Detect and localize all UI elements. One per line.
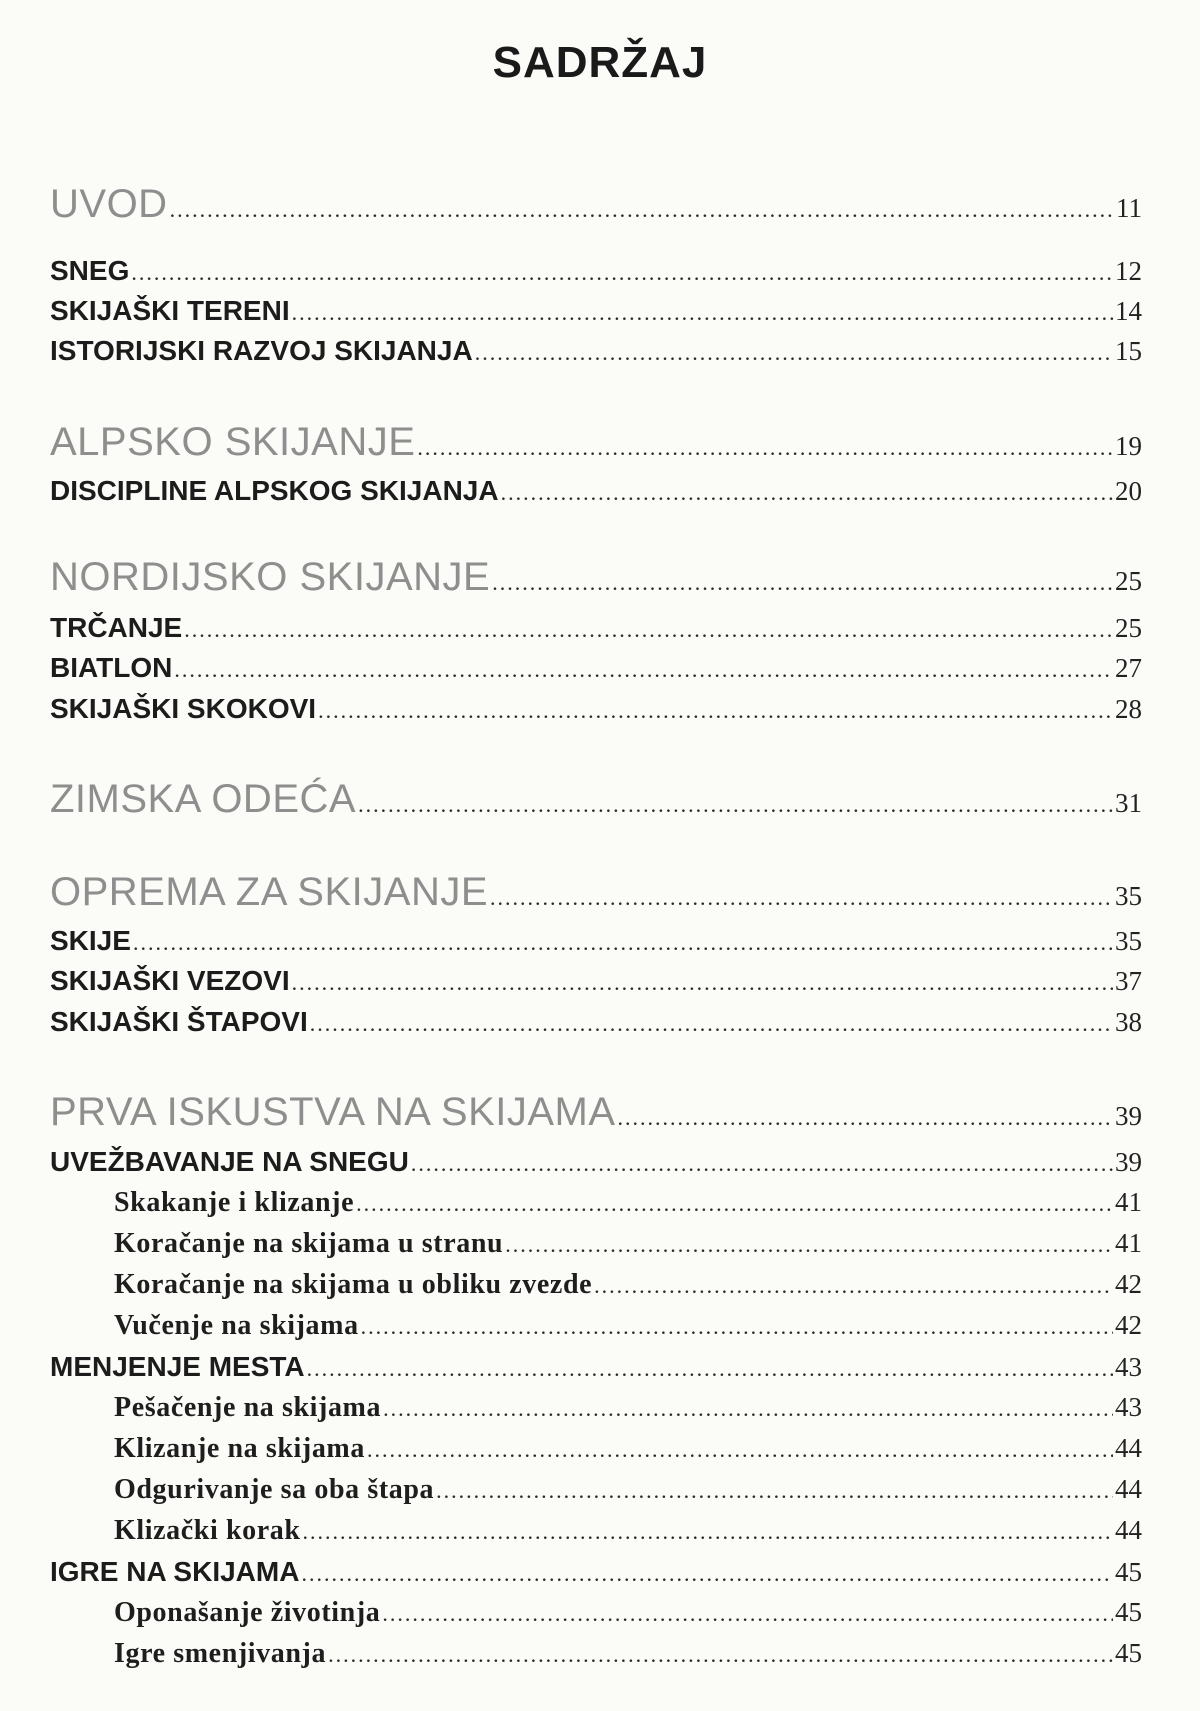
toc-entry-label: ZIMSKA ODEĆA xyxy=(50,777,357,821)
dot-leader xyxy=(356,1191,1113,1217)
dot-leader xyxy=(133,930,1113,956)
dot-leader xyxy=(174,657,1113,683)
toc-entry[interactable] xyxy=(114,1638,1142,1670)
toc-entry-page: 25 xyxy=(1115,566,1142,596)
toc-entry-page: 44 xyxy=(1115,1433,1142,1463)
toc-entry[interactable] xyxy=(114,1597,1142,1629)
toc-entry-label: SKIJAŠKI TERENI xyxy=(50,295,290,326)
toc-entry[interactable] xyxy=(50,555,1142,600)
dot-leader xyxy=(358,792,1113,818)
dot-leader xyxy=(490,885,1113,911)
toc-entry-label: DISCIPLINE ALPSKOG SKIJANJA xyxy=(50,475,499,506)
toc-entry[interactable] xyxy=(114,1515,1142,1547)
toc-entry-label: UVOD xyxy=(50,182,168,226)
toc-entry-label: Koračanje na skijama u obliku zvezde xyxy=(114,1269,593,1300)
toc-entry-page: 44 xyxy=(1115,1474,1142,1504)
toc-entry-label: SKIJE xyxy=(50,925,131,956)
dot-leader xyxy=(310,1011,1113,1037)
toc-entry[interactable] xyxy=(50,777,1142,822)
toc-entry-label: NORDIJSKO SKIJANJE xyxy=(50,555,491,599)
dot-leader xyxy=(492,570,1113,596)
toc-entry[interactable] xyxy=(50,335,1142,367)
toc-entry-page: 42 xyxy=(1115,1310,1142,1340)
toc-entry-label: Odgurivanje sa oba štapa xyxy=(114,1474,435,1505)
toc-entry-label: Oponašanje životinja xyxy=(114,1597,381,1628)
toc-entry-page: 15 xyxy=(1115,336,1142,366)
toc-entry-label: PRVA ISKUSTVA NA SKIJAMA xyxy=(50,1090,616,1134)
toc-entry[interactable] xyxy=(114,1392,1142,1424)
toc-entry-page: 41 xyxy=(1115,1228,1142,1258)
toc-entry[interactable] xyxy=(50,1090,1142,1135)
dot-leader xyxy=(618,1105,1113,1131)
toc-entry-page: 37 xyxy=(1115,966,1142,996)
toc-entry[interactable] xyxy=(50,1351,1142,1383)
toc-entry-page: 31 xyxy=(1115,788,1142,818)
toc-entry-page: 41 xyxy=(1115,1187,1142,1217)
toc-entry[interactable] xyxy=(50,965,1142,997)
toc-entry[interactable] xyxy=(50,925,1142,957)
toc-entry-label: SNEG xyxy=(50,255,130,286)
toc-entry-label: Koračanje na skijama u stranu xyxy=(114,1228,504,1259)
dot-leader xyxy=(318,698,1113,724)
toc-entry-page: 45 xyxy=(1115,1597,1142,1627)
toc-entry[interactable] xyxy=(50,475,1142,507)
toc-entry[interactable] xyxy=(114,1310,1142,1342)
toc-entry[interactable] xyxy=(50,870,1142,915)
toc-entry-page: 19 xyxy=(1115,431,1142,461)
toc-entry-label: Klizanje na skijama xyxy=(114,1433,365,1464)
dot-leader xyxy=(436,1478,1113,1504)
toc-entry[interactable] xyxy=(114,1228,1142,1260)
toc-entry-page: 38 xyxy=(1115,1007,1142,1037)
toc-entry-page: 12 xyxy=(1115,256,1142,286)
toc-entry-page: 45 xyxy=(1115,1638,1142,1668)
toc-entry-label: SKIJAŠKI SKOKOVI xyxy=(50,693,317,724)
page-title: SADRŽAJ xyxy=(492,38,708,87)
toc-entry-page: 28 xyxy=(1115,694,1142,724)
toc-entry-page: 14 xyxy=(1115,296,1142,326)
toc-entry-label: SKIJAŠKI VEZOVI xyxy=(50,965,290,996)
dot-leader xyxy=(367,1437,1113,1463)
toc-entry-label: BIATLON xyxy=(50,652,173,683)
dot-leader xyxy=(411,1151,1113,1177)
toc-entry-page: 44 xyxy=(1115,1515,1142,1545)
toc-entry[interactable] xyxy=(50,255,1142,287)
toc-entry-label: ALPSKO SKIJANJE xyxy=(50,420,416,464)
toc-entry-label: IGRE NA SKIJAMA xyxy=(50,1556,300,1587)
toc-entry-page: 42 xyxy=(1115,1269,1142,1299)
toc-entry[interactable] xyxy=(114,1269,1142,1301)
dot-leader xyxy=(307,1356,1113,1382)
toc-entry-label: Skakanje i klizanje xyxy=(114,1187,355,1218)
dot-leader xyxy=(505,1232,1113,1258)
toc-entry-label: Vučenje na skijama xyxy=(114,1310,359,1341)
dot-leader xyxy=(501,480,1113,506)
toc-entry-page: 20 xyxy=(1115,476,1142,506)
dot-leader xyxy=(292,970,1113,996)
toc-entry-page: 39 xyxy=(1115,1147,1142,1177)
dot-leader xyxy=(383,1396,1113,1422)
toc-entry-label: Pešačenje na skijama xyxy=(114,1392,382,1423)
toc-entry[interactable] xyxy=(50,1146,1142,1178)
dot-leader xyxy=(170,197,1114,223)
toc-entry-page: 35 xyxy=(1115,881,1142,911)
toc-entry-label: Igre smenjivanja xyxy=(114,1638,327,1669)
toc-entry-label: TRČANJE xyxy=(50,612,183,643)
toc-entry[interactable] xyxy=(114,1187,1142,1219)
toc-entry[interactable] xyxy=(50,1556,1142,1588)
dot-leader xyxy=(361,1314,1113,1340)
toc-entry[interactable] xyxy=(50,652,1142,684)
toc-entry-label: UVEŽBAVANJE NA SNEGU xyxy=(50,1146,409,1177)
toc-entry-page: 35 xyxy=(1115,926,1142,956)
toc-entry[interactable] xyxy=(50,1006,1142,1038)
dot-leader xyxy=(328,1642,1113,1668)
toc-entry[interactable] xyxy=(50,693,1142,725)
toc-entry-page: 45 xyxy=(1115,1557,1142,1587)
dot-leader xyxy=(303,1519,1113,1545)
toc-entry-page: 43 xyxy=(1115,1392,1142,1422)
dot-leader xyxy=(382,1601,1113,1627)
toc-entry-label: MENJENJE MESTA xyxy=(50,1351,305,1382)
dot-leader xyxy=(131,260,1113,286)
toc-entry-page: 39 xyxy=(1115,1101,1142,1131)
dot-leader xyxy=(417,435,1113,461)
toc-entry[interactable] xyxy=(50,612,1142,644)
dot-leader xyxy=(301,1561,1113,1587)
toc-entry[interactable] xyxy=(50,295,1142,327)
toc-entry-page: 27 xyxy=(1115,653,1142,683)
dot-leader xyxy=(184,617,1113,643)
toc-entry[interactable] xyxy=(114,1433,1142,1465)
toc-entry[interactable] xyxy=(50,182,1142,227)
toc-entry-label: SKIJAŠKI ŠTAPOVI xyxy=(50,1006,308,1037)
dot-leader xyxy=(292,300,1113,326)
toc-entry-page: 25 xyxy=(1115,613,1142,643)
toc-entry-label: Klizački korak xyxy=(114,1515,301,1546)
toc-entry[interactable] xyxy=(50,420,1142,465)
dot-leader xyxy=(475,340,1113,366)
toc-entry-label: OPREMA ZA SKIJANJE xyxy=(50,870,489,914)
toc-entry-page: 11 xyxy=(1116,193,1142,223)
dot-leader xyxy=(594,1273,1113,1299)
toc-entry-label: ISTORIJSKI RAZVOJ SKIJANJA xyxy=(50,335,473,366)
toc-entry-page: 43 xyxy=(1115,1352,1142,1382)
toc-entry[interactable] xyxy=(114,1474,1142,1506)
